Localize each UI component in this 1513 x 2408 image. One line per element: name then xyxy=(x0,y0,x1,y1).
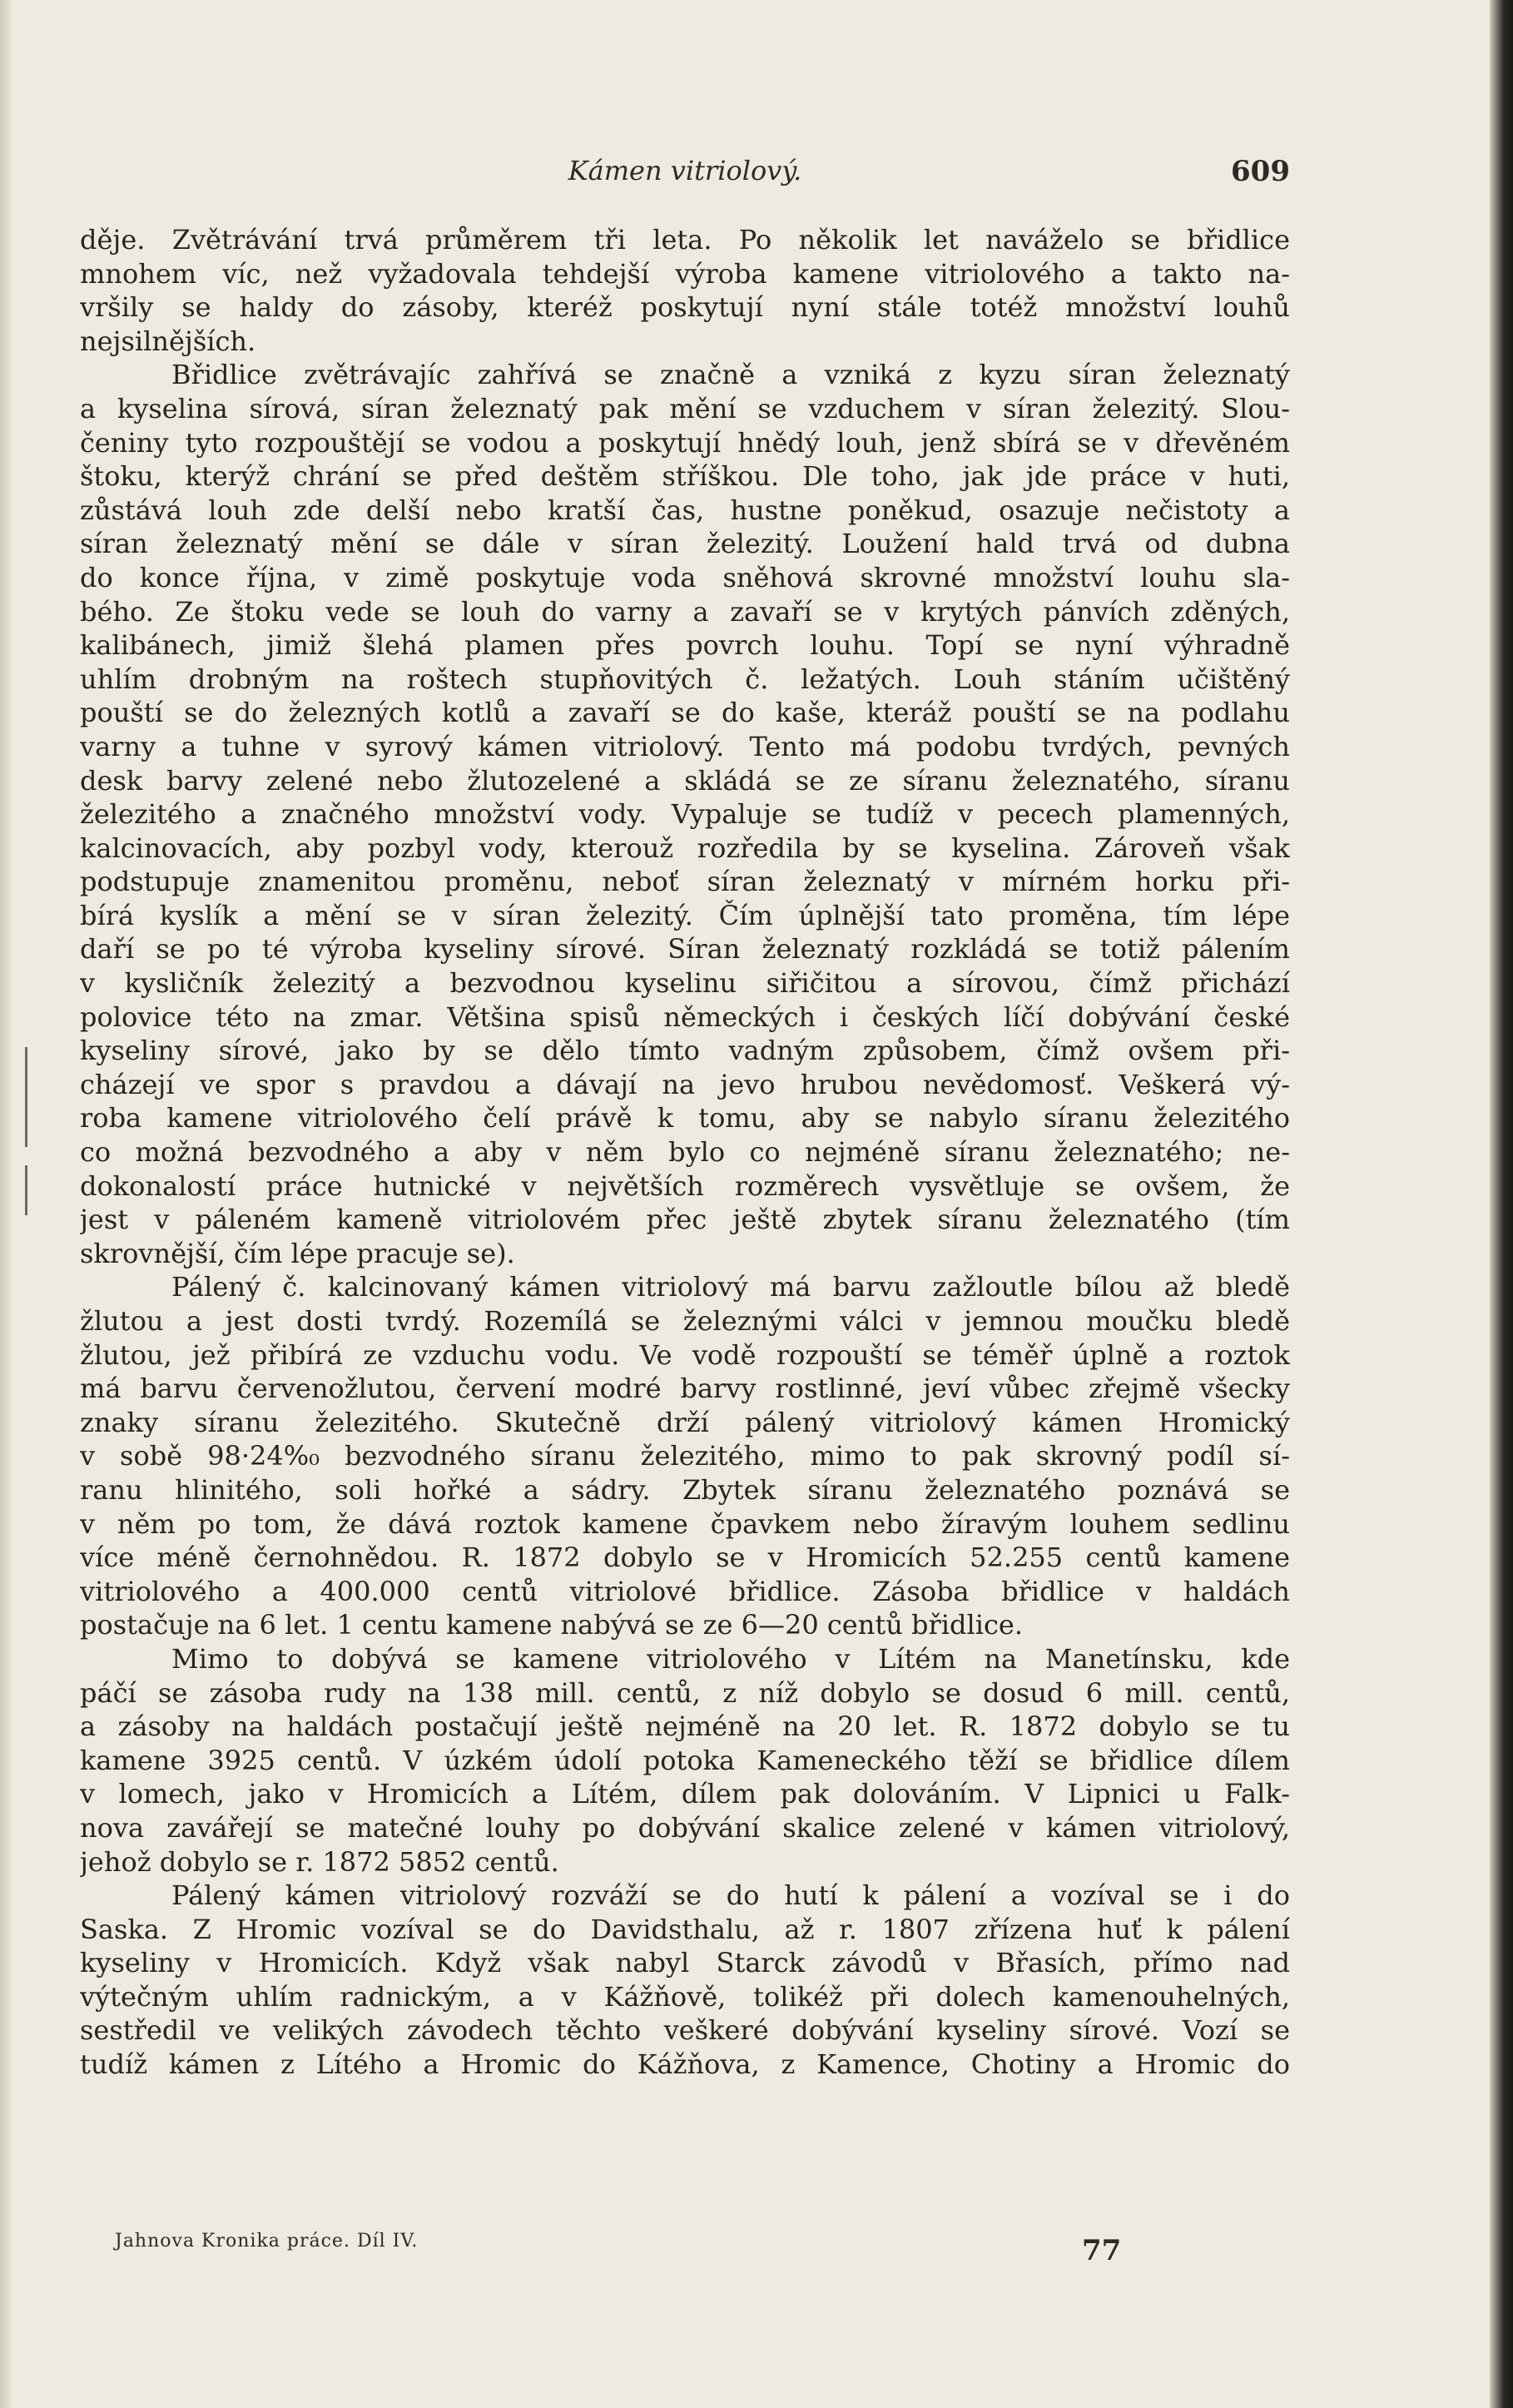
text-line: vitriolového a 400.000 centů vitriolové břidlice. Zásoba břidlice v haldách xyxy=(80,1575,1290,1607)
text-line: v něm po tom, že dává roztok kamene čpavkem nebo žíravým louhem sedlinu xyxy=(80,1507,1290,1540)
text-line: desk barvy zelené nebo žlutozelené a skládá se ze síranu železnatého, síranu xyxy=(80,764,1290,797)
text-line: mnohem víc, než vyžadovala tehdejší výroba kamene vitriolového a takto na- xyxy=(80,257,1290,290)
page-edge xyxy=(0,0,12,2408)
text-line: štoku, kterýž chrání se před deštěm stříškou. Dle toho, jak jde práce v huti, xyxy=(80,460,1290,493)
text-line: do konce října, v zimě poskytuje voda sněhová skrovné množství louhu sla- xyxy=(80,561,1290,593)
text-line: uhlím drobným na roštech stupňovitých č. ležatých. Louh stáním učištěný xyxy=(80,663,1290,695)
text-line: čeniny tyto rozpouštějí se vodou a poskytují hnědý louh, jenž sbírá se v dřevěném xyxy=(80,426,1290,459)
printer-signature: Jahnova Kronika práce. Díl IV. xyxy=(115,2231,419,2252)
margin-mark xyxy=(25,1165,27,1215)
text-line: jehož dobylo se r. 1872 5852 centů. xyxy=(80,1845,559,1878)
text-line: skrovnější, čím lépe pracuje se). xyxy=(80,1237,515,1269)
text-line: výtečným uhlím radnickým, a v Kážňově, tolikéž při dolech kamenouhelných, xyxy=(80,1980,1290,2013)
text-line: postačuje na 6 let. 1 centu kamene nabývá se ze 6—20 centů břidlice. xyxy=(80,1609,1023,1641)
text-line: jest v páleném kameně vitriolovém přec ještě zbytek síranu železnatého (tím xyxy=(80,1204,1290,1236)
text-line: síran železnatý mění se dále v síran železitý. Loužení hald trvá od dubna xyxy=(80,528,1290,560)
text-line: Mimo to dobývá se kamene vitriolového v Lítém na Manetínsku, kde xyxy=(171,1642,1290,1675)
text-line: bírá kyslík a mění se v síran železitý. Čím úplnější tato proměna, tím lépe xyxy=(80,899,1290,931)
text-line: Pálený č. kalcinovaný kámen vitriolový má barvu zažloutle bílou až bledě xyxy=(171,1271,1290,1303)
text-line: železitého a značného množství vody. Vypaluje se tudíž v pecech plamenných, xyxy=(80,798,1290,831)
text-line: daří se po té výroba kyseliny sírové. Síran železnatý rozkládá se totiž pálením xyxy=(80,933,1290,966)
text-line: ranu hlinitého, soli hořké a sádry. Zbytek síranu železnatého poznává se xyxy=(80,1473,1290,1506)
book-binding-edge xyxy=(1490,0,1513,2408)
text-line: nova zavářejí se matečné louhy po dobývání skalice zelené v kámen vitriolový, xyxy=(80,1811,1290,1844)
text-line: v lomech, jako v Hromicích a Lítém, dílem pak dolováním. V Lipnici u Falk- xyxy=(80,1778,1290,1810)
text-line: zůstává louh zde delší nebo kratší čas, hustne poněkud, osazuje nečistoty a xyxy=(80,494,1290,526)
text-line: Saska. Z Hromic vozíval se do Davidsthalu, až r. 1807 zřízena huť k pálení xyxy=(80,1913,1290,1945)
text-line: a kyselina sírová, síran železnatý pak mění se vzduchem v síran železitý. Slou- xyxy=(80,392,1290,425)
text-line: polovice této na zmar. Většina spisů německých i českých líčí dobývání české xyxy=(80,1000,1290,1033)
text-line: bého. Ze štoku vede se louh do varny a zavaří se v krytých pánvích zděných, xyxy=(80,595,1290,628)
text-line: varny a tuhne v syrový kámen vitriolový. Tento má podobu tvrdých, pevných xyxy=(80,730,1290,762)
text-line: páčí se zásoba rudy na 138 mill. centů, z níž dobylo se dosud 6 mill. centů, xyxy=(80,1676,1290,1709)
text-line: kalibánech, jimiž šlehá plamen přes povrch louhu. Topí se nyní výhradně xyxy=(80,629,1290,662)
text-line: žlutou a jest dosti tvrdý. Rozemílá se železnými válci v jemnou moučku bledě xyxy=(80,1305,1290,1337)
text-line: znaky síranu železitého. Skutečně drží pálený vitriolový kámen Hromický xyxy=(80,1406,1290,1438)
text-line: v kysličník železitý a bezvodnou kyselinu siřičitou a sírovou, čímž přichází xyxy=(80,967,1290,1000)
body-text xyxy=(80,223,1290,2082)
sheet-number: 77 xyxy=(1082,2234,1122,2267)
running-head: Kámen vitriolový. xyxy=(568,155,802,186)
text-line: sestředil ve velikých závodech těchto veškeré dobývání kyseliny sírové. Vozí se xyxy=(80,2014,1290,2047)
text-line: v sobě 98·24%₀ bezvodného síranu železitého, mimo to pak skrovný podíl sí- xyxy=(80,1440,1290,1472)
text-line: Břidlice zvětrávajíc zahřívá se značně a vzniká z kyzu síran železnatý xyxy=(171,359,1290,391)
text-line: Pálený kámen vitriolový rozváží se do hutí k pálení a vozíval se i do xyxy=(171,1879,1290,1912)
text-line: dokonalostí práce hutnické v největších rozměrech vysvětluje se ovšem, že xyxy=(80,1169,1290,1202)
page-footer xyxy=(80,2227,1290,2277)
text-line: co možná bezvodného a aby v něm bylo co nejméně síranu železnatého; ne- xyxy=(80,1136,1290,1169)
text-line: cházejí ve spor s pravdou a dávají na jevo hrubou nevědomosť. Veškerá vý- xyxy=(80,1068,1290,1100)
text-line: roba kamene vitriolového čelí právě k tomu, aby se nabylo síranu železitého xyxy=(80,1102,1290,1134)
text-line: žlutou, jež přibírá ze vzduchu vodu. Ve vodě rozpouští se téměř úplně a roztok xyxy=(80,1338,1290,1371)
text-line: více méně černohnědou. R. 1872 dobylo se v Hromicích 52.255 centů kamene xyxy=(80,1542,1290,1574)
text-line: děje. Zvětrávání trvá průměrem tři leta. Po několik let naváželo se břidlice xyxy=(80,224,1290,256)
text-line: tudíž kámen z Lítého a Hromic do Kážňova, z Kamence, Chotiny a Hromic do xyxy=(80,2048,1290,2081)
text-line: vršily se haldy do zásoby, kteréž poskytují nyní stále totéž množství louhů xyxy=(80,291,1290,324)
margin-mark xyxy=(25,1047,27,1147)
text-line: pouští se do železných kotlů a zavaří se do kaše, kteráž pouští se na podlahu xyxy=(80,697,1290,729)
text-line: a zásoby na haldách postačují ještě nejméně na 20 let. R. 1872 dobylo se tu xyxy=(80,1710,1290,1743)
page-number: 609 xyxy=(1231,155,1290,188)
text-line: kyseliny v Hromicích. Když však nabyl Starck závodů v Břasích, přímo nad xyxy=(80,1947,1290,1979)
text-line: kyseliny sírové, jako by se dělo tímto vadným způsobem, čímž ovšem při- xyxy=(80,1035,1290,1067)
text-line: podstupuje znamenitou proměnu, neboť síran železnatý v mírném horku při- xyxy=(80,866,1290,898)
text-line: kalcinovacích, aby pozbyl vody, kterouž rozředila by se kyselina. Zároveň však xyxy=(80,832,1290,864)
text-line: nejsilnějších. xyxy=(80,325,256,357)
page-header xyxy=(80,155,1290,196)
text-line: má barvu červenožlutou, červení modré barvy rostlinné, jeví vůbec zřejmě všecky xyxy=(80,1373,1290,1405)
text-line: kamene 3925 centů. V úzkém údolí potoka Kameneckého těží se břidlice dílem xyxy=(80,1744,1290,1776)
